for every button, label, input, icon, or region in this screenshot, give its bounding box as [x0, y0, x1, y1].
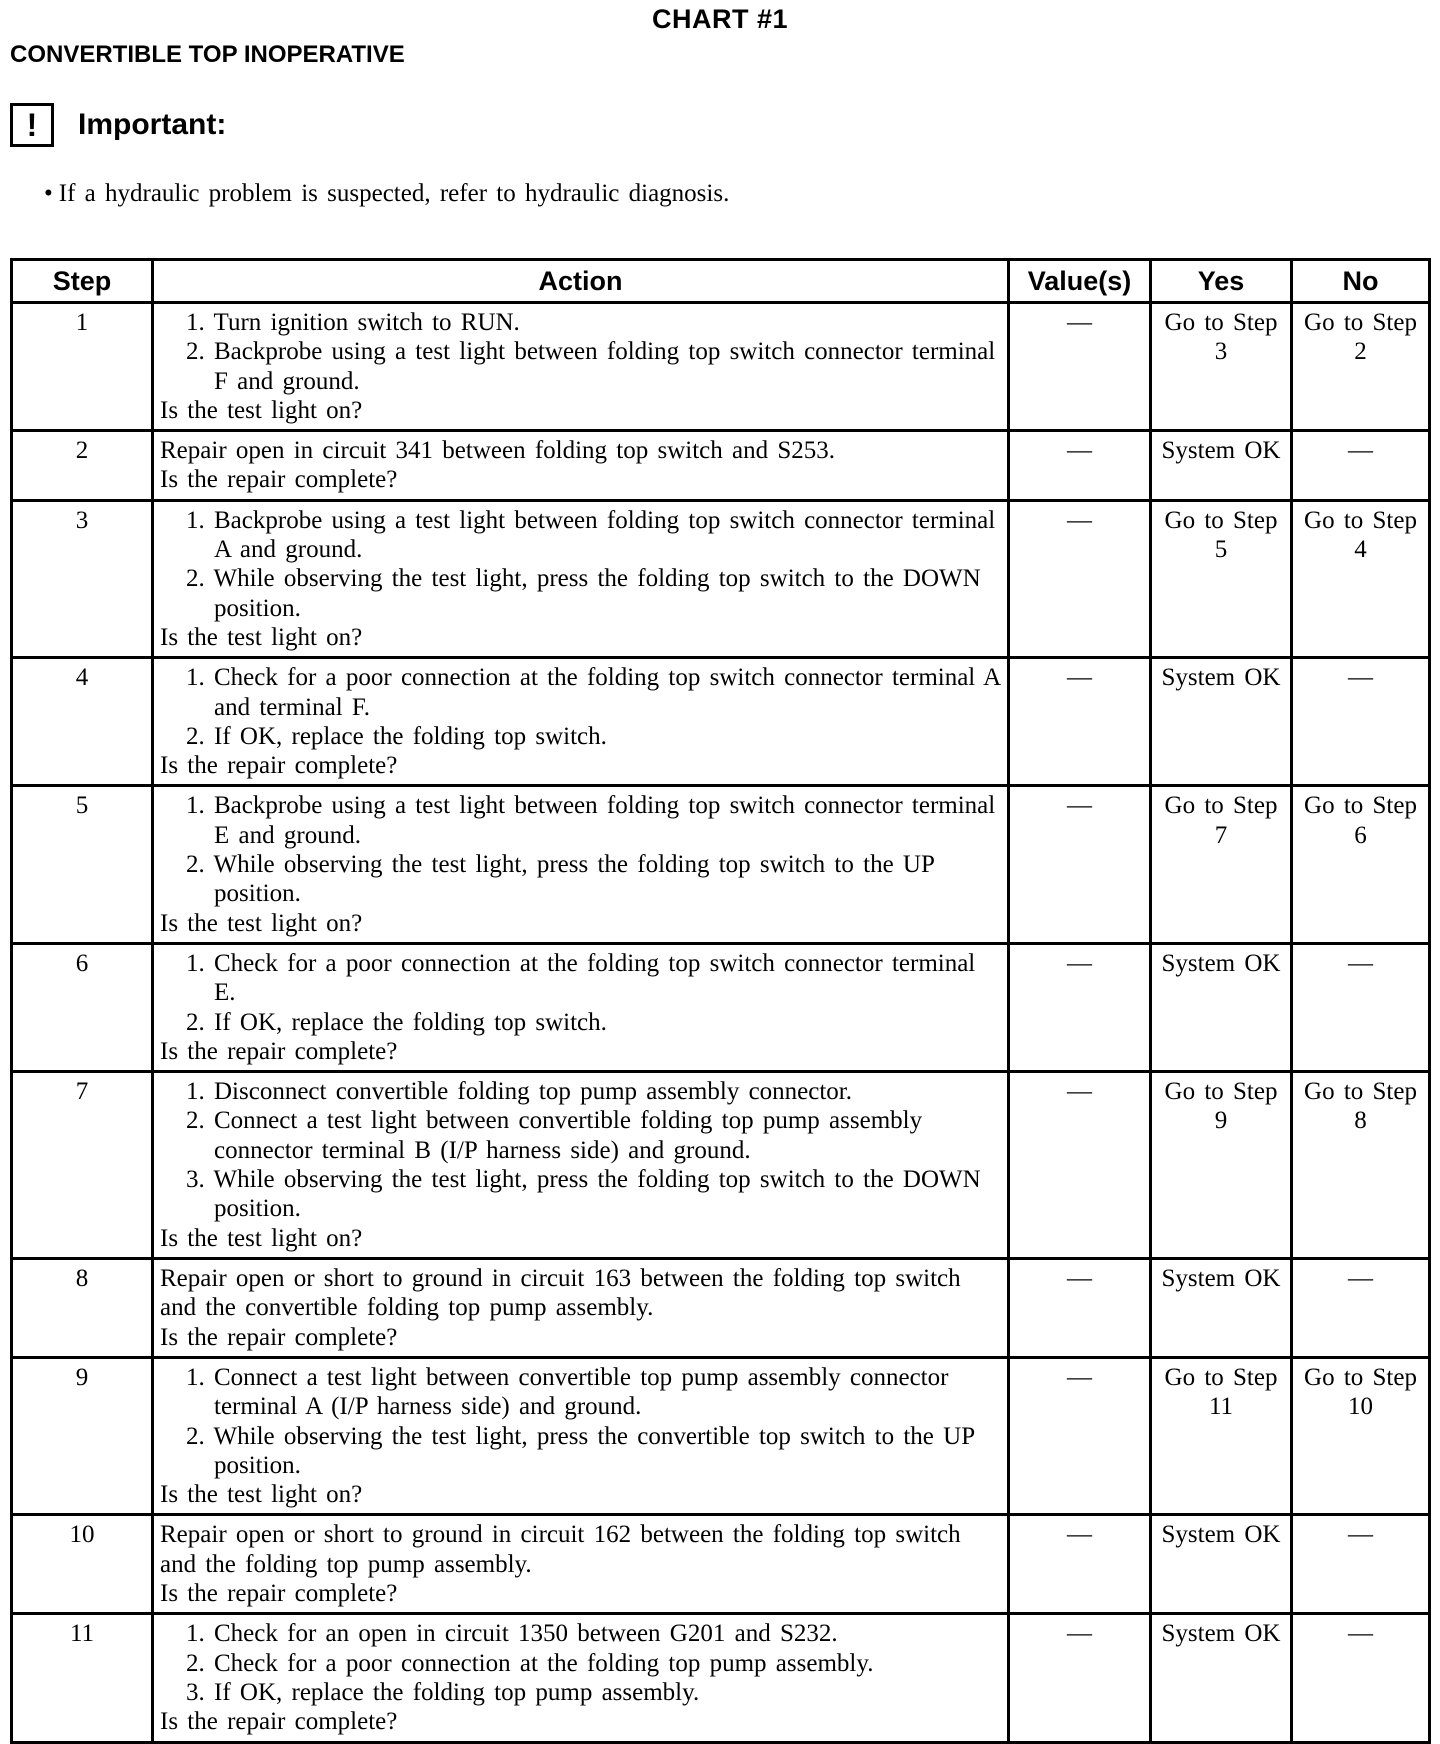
yes-cell: System OK [1151, 431, 1292, 501]
value-cell: — [1009, 500, 1151, 657]
action-cell [153, 1258, 1009, 1357]
step-number: 8 [12, 1258, 153, 1357]
table-row [12, 658, 1430, 786]
action-item: 1. Backprobe using a test light between folding top switch connector terminal E and ground. [186, 792, 996, 849]
yes-cell: System OK [1151, 1614, 1292, 1742]
yes-cell: Go to Step 5 [1151, 500, 1292, 657]
table-row [12, 1614, 1430, 1742]
step-number: 9 [12, 1357, 153, 1514]
step-number: 5 [12, 786, 153, 943]
step-number: 10 [12, 1515, 153, 1614]
important-label: Important: [78, 108, 227, 141]
action-cell [153, 1357, 1009, 1514]
table-row [12, 431, 1430, 501]
value-cell: — [1009, 1072, 1151, 1259]
value-cell: — [1009, 658, 1151, 786]
value-cell: — [1009, 1258, 1151, 1357]
table-row [12, 786, 1430, 943]
value-cell: — [1009, 1614, 1151, 1742]
yes-cell: Go to Step 3 [1151, 303, 1292, 431]
step-number: 11 [12, 1614, 153, 1742]
step-number: 3 [12, 500, 153, 657]
action-cell [153, 658, 1009, 786]
step-number: 4 [12, 658, 153, 786]
action-item: 1. Check for a poor connection at the folding top switch connector terminal E. [186, 949, 976, 1007]
action-cell [153, 303, 1009, 431]
action-cell [153, 943, 1009, 1071]
step-number: 2 [12, 431, 153, 501]
action-question: Is the repair complete? [160, 1708, 398, 1736]
action-cell [153, 500, 1009, 657]
action-question: Is the repair complete? [160, 466, 398, 494]
no-cell: — [1292, 1258, 1430, 1357]
important-note [44, 180, 729, 208]
header-values: Value(s) [1009, 260, 1151, 303]
action-cell [153, 1515, 1009, 1614]
yes-cell: System OK [1151, 658, 1292, 786]
action-item: 2. Check for a poor connection at the folding top pump assembly. [186, 1649, 874, 1677]
yes-cell: Go to Step 11 [1151, 1357, 1292, 1514]
action-question: Is the test light on? [160, 1481, 363, 1509]
yes-cell: Go to Step 7 [1151, 786, 1292, 943]
no-cell: — [1292, 658, 1430, 786]
note-bullet: • [44, 180, 53, 207]
action-question: Is the repair complete? [160, 752, 398, 780]
table-header-row [12, 260, 1430, 303]
step-number: 6 [12, 943, 153, 1071]
action-question: Is the repair complete? [160, 1579, 398, 1607]
action-question: Is the test light on? [160, 909, 363, 937]
value-cell: — [1009, 943, 1151, 1071]
action-item: 2. Backprobe using a test light between folding top switch connector terminal F and ground. [186, 338, 996, 395]
header-yes: Yes [1151, 260, 1292, 303]
no-cell: — [1292, 943, 1430, 1071]
table-body [12, 303, 1430, 1743]
action-text: Repair open or short to ground in circuit 163 between the folding top switch and the convertible folding top pump assembly. [160, 1264, 961, 1322]
no-cell: Go to Step 6 [1292, 786, 1430, 943]
exclamation-icon: ! [10, 103, 54, 147]
action-item: 1. Check for an open in circuit 1350 between G201 and S232. [186, 1620, 838, 1648]
action-text: Repair open in circuit 341 between folding top switch and S253. [160, 437, 836, 465]
table-row [12, 1072, 1430, 1259]
action-cell [153, 431, 1009, 501]
yes-cell: System OK [1151, 1515, 1292, 1614]
value-cell: — [1009, 786, 1151, 943]
diagnostic-table [10, 258, 1431, 1744]
action-item: 2. While observing the test light, press the convertible top switch to the UP position. [186, 1422, 975, 1479]
chart-title: CHART #1 [651, 4, 789, 34]
table-row [12, 1515, 1430, 1614]
step-number: 1 [12, 303, 153, 431]
section-title: CONVERTIBLE TOP INOPERATIVE [10, 41, 405, 68]
action-cell [153, 786, 1009, 943]
action-question: Is the repair complete? [160, 1037, 398, 1065]
important-callout [10, 100, 226, 150]
value-cell: — [1009, 303, 1151, 431]
step-number: 7 [12, 1072, 153, 1259]
header-action: Action [153, 260, 1009, 303]
action-item: 1. Connect a test light between convertible top pump assembly connector terminal A (I/P harness side) and ground. [186, 1363, 949, 1421]
no-cell: Go to Step 8 [1292, 1072, 1430, 1259]
action-item: 3. While observing the test light, press the folding top switch to the DOWN position. [186, 1166, 981, 1223]
action-text: Repair open or short to ground in circuit 162 between the folding top switch and the folding top pump assembly. [160, 1521, 961, 1578]
header-step: Step [12, 260, 153, 303]
action-question: Is the test light on? [160, 396, 363, 424]
action-item: 2. If OK, replace the folding top switch. [186, 722, 607, 750]
action-question: Is the test light on? [160, 1224, 363, 1252]
action-item: 2. While observing the test light, press the folding top switch to the DOWN position. [186, 565, 981, 622]
no-cell: Go to Step 4 [1292, 500, 1430, 657]
no-cell: — [1292, 431, 1430, 501]
action-item: 2. While observing the test light, press the folding top switch to the UP position. [186, 851, 934, 908]
header-no: No [1292, 260, 1430, 303]
yes-cell: Go to Step 9 [1151, 1072, 1292, 1259]
action-item: 1. Backprobe using a test light between folding top switch connector terminal A and ground. [186, 506, 996, 564]
table-row [12, 500, 1430, 657]
action-item: 3. If OK, replace the folding top pump assembly. [186, 1678, 700, 1706]
action-cell [153, 1614, 1009, 1742]
action-item: 2. If OK, replace the folding top switch. [186, 1008, 607, 1036]
action-cell [153, 1072, 1009, 1259]
action-item: 1. Disconnect convertible folding top pump assembly connector. [186, 1078, 852, 1106]
note-text: If a hydraulic problem is suspected, refer to hydraulic diagnosis. [58, 180, 730, 207]
value-cell: — [1009, 431, 1151, 501]
yes-cell: System OK [1151, 1258, 1292, 1357]
value-cell: — [1009, 1515, 1151, 1614]
action-question: Is the test light on? [160, 623, 363, 651]
no-cell: — [1292, 1515, 1430, 1614]
table-row [12, 1258, 1430, 1357]
action-item: 1. Turn ignition switch to RUN. [186, 309, 520, 336]
table-row [12, 303, 1430, 431]
table-row [12, 943, 1430, 1071]
no-cell: Go to Step 10 [1292, 1357, 1430, 1514]
no-cell: Go to Step 2 [1292, 303, 1430, 431]
yes-cell: System OK [1151, 943, 1292, 1071]
action-question: Is the repair complete? [160, 1323, 398, 1351]
action-item: 1. Check for a poor connection at the folding top switch connector terminal A and terminal F. [186, 664, 1000, 721]
table-row [12, 1357, 1430, 1514]
action-item: 2. Connect a test light between convertible folding top pump assembly connector terminal B (I/P harness side) and ground. [186, 1107, 923, 1164]
value-cell: — [1009, 1357, 1151, 1514]
no-cell: — [1292, 1614, 1430, 1742]
